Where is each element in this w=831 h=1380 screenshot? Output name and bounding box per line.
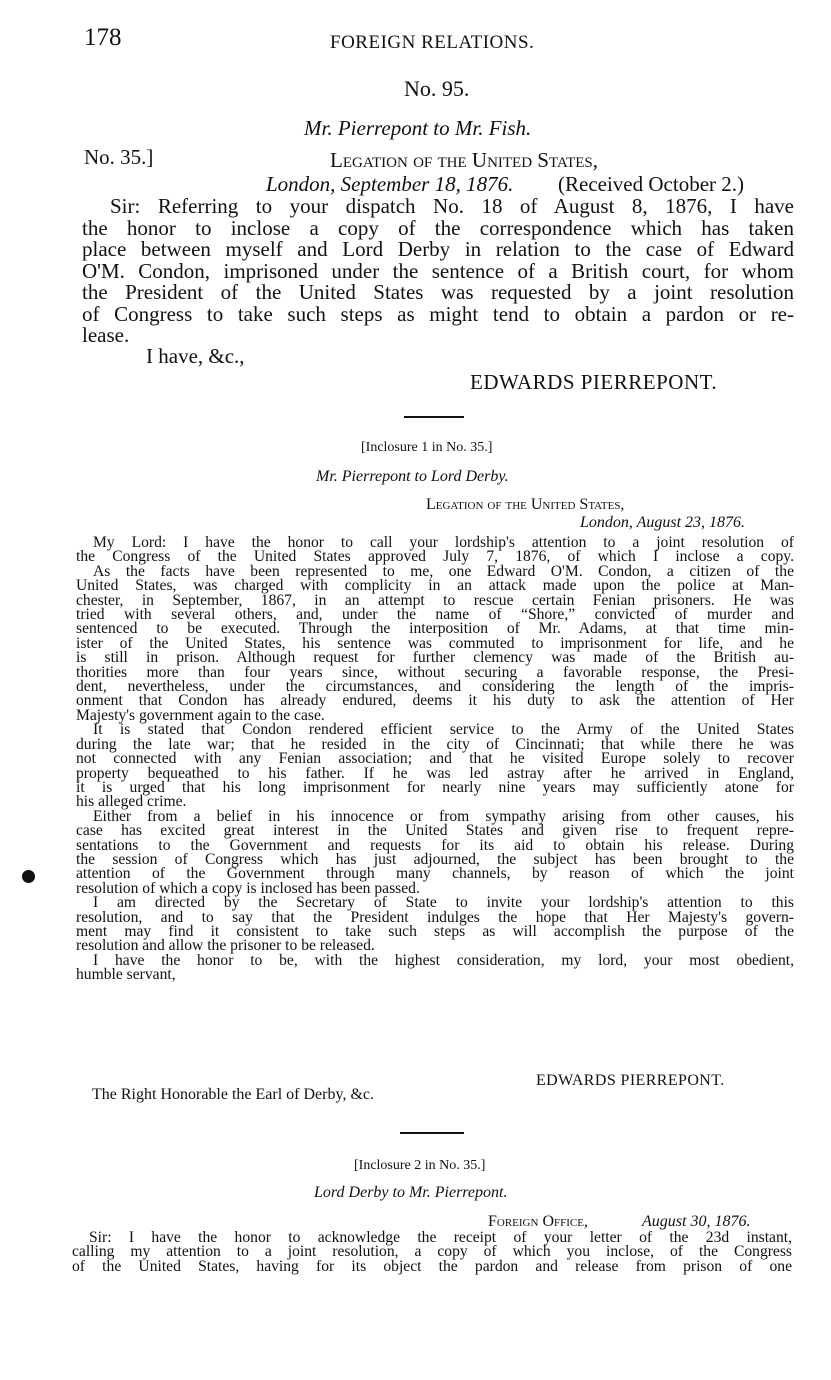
inclosure-body [76,536,794,983]
inclosure-label: [Inclosure 1 in No. 35.] [361,440,493,455]
body-line: My Lord: I have the honor to call your lordship's attention to a joint resolution of [93,534,794,551]
body-line: onment that Condon has already endured, deems it his duty to ask the attention of Her [76,692,794,710]
body-line: Sir: I have the honor to acknowledge the receipt of your letter of the 23d instant, [89,1229,792,1246]
legation-heading: Legation of the United States, [330,148,599,172]
body-line: attention of the Government through many channels, by reason of which the joint [76,865,794,883]
letter-body [82,196,794,347]
received-date: (Received October 2.) [558,172,744,196]
page-number: 178 [84,24,122,51]
inclosure-label: [Inclosure 2 in No. 35.] [354,1158,486,1173]
addressee: The Right Honorable the Earl of Derby, &c. [92,1086,374,1103]
legation-heading: Legation of the United States, [426,496,625,513]
body-line: his alleged crime. [76,793,187,811]
body-line: of Congress to take such steps as might tend to obtain a pardon or re- [82,301,794,326]
body-line: the President of the United States was requested by a joint resolution [82,280,794,304]
signature: EDWARDS PIERREPONT. [470,370,718,394]
separator-rule [404,416,464,418]
body-line: resolution and allow the prisoner to be released. [76,937,375,955]
document-number: No. 95. [404,76,470,101]
body-line: property bequeathed to his father. If he was led astray after he arrived in England, [76,764,794,782]
body-line: the Congress of the United States approved July 7, 1876, of which I inclose a copy. [76,548,794,566]
date-place: London, September 18, 1876. [266,172,514,196]
body-line: is still in prison. Although request for further clemency was made of the British au- [76,649,794,667]
body-line: humble servant, [76,966,176,984]
separator-rule [400,1132,464,1134]
letter-date: August 30, 1876. [642,1213,751,1230]
body-line: ment may find it consistent to take such steps as will accomplish the purpose of the [76,922,794,940]
body-line: ister of the United States, his sentence was commuted to imprisonment for life, and he [76,634,794,652]
body-line: Majesty's government again to the case. [76,706,325,724]
body-line: dent, nevertheless, under the circumstances, and considering the length of the impris- [76,678,794,696]
body-line: lease. [82,323,130,347]
body-line: thorities more than four years since, without securing a favorable response, the Presi- [76,663,794,681]
inclosure-title: Lord Derby to Mr. Pierrepont. [314,1184,508,1201]
body-line: not connected with any Fenian association; and that he visited Europe solely to recover [76,750,794,768]
body-line: place between myself and Lord Derby in relation to the case of Edward [82,237,794,261]
body-line: calling my attention to a joint resolution, a copy of which you inclose, of the Congress [72,1243,792,1261]
body-line: case has excited great interest in the United States and given rise to frequent repre- [76,822,794,840]
bullet-mark [22,870,35,883]
body-line: during the late war; that he resided in the city of Cincinnati; that while there he was [76,735,794,753]
inclosure-body [72,1231,792,1274]
body-line: of the United States, having for its object the pardon and release from prison of one [72,1257,792,1275]
body-line: sentenced to be executed. Through the interposition of Mr. Adams, at that time min- [76,620,794,638]
inclosure-title: Mr. Pierrepont to Lord Derby. [316,468,509,485]
body-line: the honor to inclose a copy of the correspondence which has taken [82,215,794,240]
body-line: O'M. Condon, imprisoned under the sentence of a British court, for whom [82,258,794,283]
body-line: As the facts have been represented to me, one Edward O'M. Condon, a citizen of the [93,562,794,580]
body-line: tried with several others, and, under the name of “Shore,” convicted of murder and [76,606,794,624]
letter-date: London, August 23, 1876. [580,514,746,531]
signature: EDWARDS PIERREPONT. [536,1072,725,1089]
body-line: I am directed by the Secretary of State to invite your lordship's attention to this [93,894,794,912]
body-line: Sir: Referring to your dispatch No. 18 of August 8, 1876, I have [110,194,794,218]
body-line: It is stated that Condon rendered efficient service to the Army of the United States [93,721,794,739]
closing: I have, &c., [146,344,245,368]
body-line: chester, in September, 1867, in an attempt to rescue certain Fenian prisoners. He was [76,591,794,609]
body-line: Either from a belief in his innocence or from sympathy arising from other causes, his [93,807,794,825]
body-line: it is urged that his long imprisonment for nearly nine years may sufficiently atone for [76,778,794,796]
body-line: resolution of which a copy is inclosed has been passed. [76,879,420,897]
letter-place: Foreign Office, [488,1213,588,1230]
document-title: Mr. Pierrepont to Mr. Fish. [304,116,532,140]
body-line: I have the honor to be, with the highest consideration, my lord, your most obedient, [93,951,794,969]
body-line: sentations to the Government and requests for its aid to obtain his release. During [76,836,794,854]
dispatch-number: No. 35.] [84,145,154,169]
body-line: the session of Congress which has just adjourned, the subject has been brought to the [76,850,794,868]
body-line: resolution, and to say that the President indulges the hope that Her Majesty's govern- [76,908,794,926]
body-line: United States, was charged with complicity in an attack made upon the police at Man- [76,577,794,595]
running-title: FOREIGN RELATIONS. [330,32,535,53]
